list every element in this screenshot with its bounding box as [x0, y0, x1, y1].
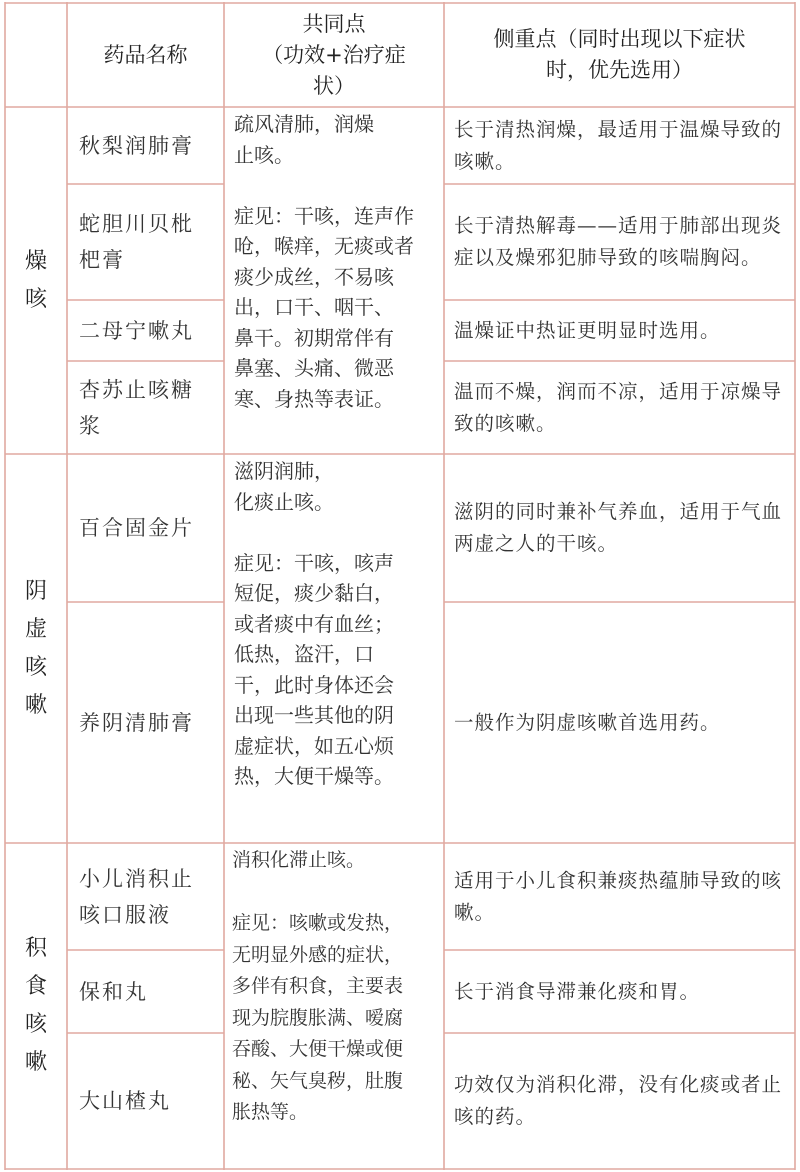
focus-xiaoer-xiaoji-zhike-koufuye: 适用于小儿食积兼痰热蕴肺导致的咳嗽。: [454, 868, 783, 924]
common-yin-deficiency-cough: 滋阴润肺， 化痰止咳。 症见：干咳，咳声 短促，痰少黏白， 或者痰中有血丝； 低热，盗汗，口 干，此时身体还会 出现一些其他的阴 虚症状，如五心烦 热，大便干燥等。: [234, 459, 394, 788]
focus-ermu-ningsou-wan: 温燥证中热证更明显时选用。: [454, 318, 721, 342]
focus-da-shanzha-wan: 功效仅为消积化滞，没有化痰或者止咳的药。: [454, 1073, 783, 1128]
focus-yangyin-qingfei-gao: 一般作为阴虚咳嗽首选用药。: [454, 710, 721, 734]
category-food-retention-cough: 积食咳嗽: [24, 936, 47, 1075]
focus-qiuli-runfei-gao: 长于清热润燥，最适用于温燥导致的咳嗽。: [454, 117, 783, 173]
focus-baohe-wan: 长于消食导滞兼化痰和胃。: [454, 979, 701, 1003]
drug-baohe-wan: 保和丸: [79, 979, 148, 1004]
drug-qiuli-runfei-gao: 秋梨润肺膏: [79, 133, 194, 158]
drug-shedan-chuanbei-pipa-gao: 蛇胆川贝枇杷膏: [79, 212, 194, 272]
drug-baihe-gujin-pian: 百合固金片: [79, 516, 194, 540]
drug-da-shanzha-wan: 大山楂丸: [79, 1089, 171, 1113]
common-food-retention-cough: 消积化滞止咳。 症见：咳嗽或发热， 无明显外感的症状， 多伴有积食，主要表 现为脘腹胀满、嗳腐 吞酸、大便干燥或便 秘、矢气臭秽，肚腹 胀热等。: [232, 849, 404, 1123]
header-drug-name: 药品名称: [103, 42, 188, 67]
focus-shedan-chuanbei-pipa-gao: 长于清热解毒——适用于肺部出现炎症以及燥邪犯肺导致的咳喘胸闷。: [454, 214, 783, 269]
focus-xingsu-zhike-tangjiang: 温而不燥，润而不凉，适用于凉燥导致的咳嗽。: [454, 379, 783, 435]
drug-xiaoer-xiaoji-zhike-koufuye: 小儿消积止咳口服液: [79, 866, 194, 927]
drug-ermu-ningsou-wan: 二母宁嗽丸: [79, 318, 194, 343]
header-focus-points: 侧重点（同时出现以下症状 时，优先选用）: [493, 27, 746, 82]
drug-yangyin-qingfei-gao: 养阴清肺膏: [79, 710, 194, 735]
category-yin-deficiency-cough: 阴虚咳嗽: [24, 578, 47, 718]
common-dry-cough: 疏风清肺，润燥 止咳。 症见：干咳，连声作 呛，喉痒，无痰或者 痰少成丝，不易咳 出，口干、咽干、 鼻干。初期常伴有 鼻塞、头痛、微恶 寒、身热等表证。: [234, 112, 414, 411]
drug-xingsu-zhike-tangjiang: 杏苏止咳糖浆: [79, 377, 194, 438]
focus-baihe-gujin-pian: 滋阴的同时兼补气养血，适用于气血两虚之人的干咳。: [454, 500, 783, 555]
category-dry-cough: 燥咳: [24, 248, 47, 312]
header-common-points: 共同点 （功效+治疗症 状）: [262, 11, 406, 98]
